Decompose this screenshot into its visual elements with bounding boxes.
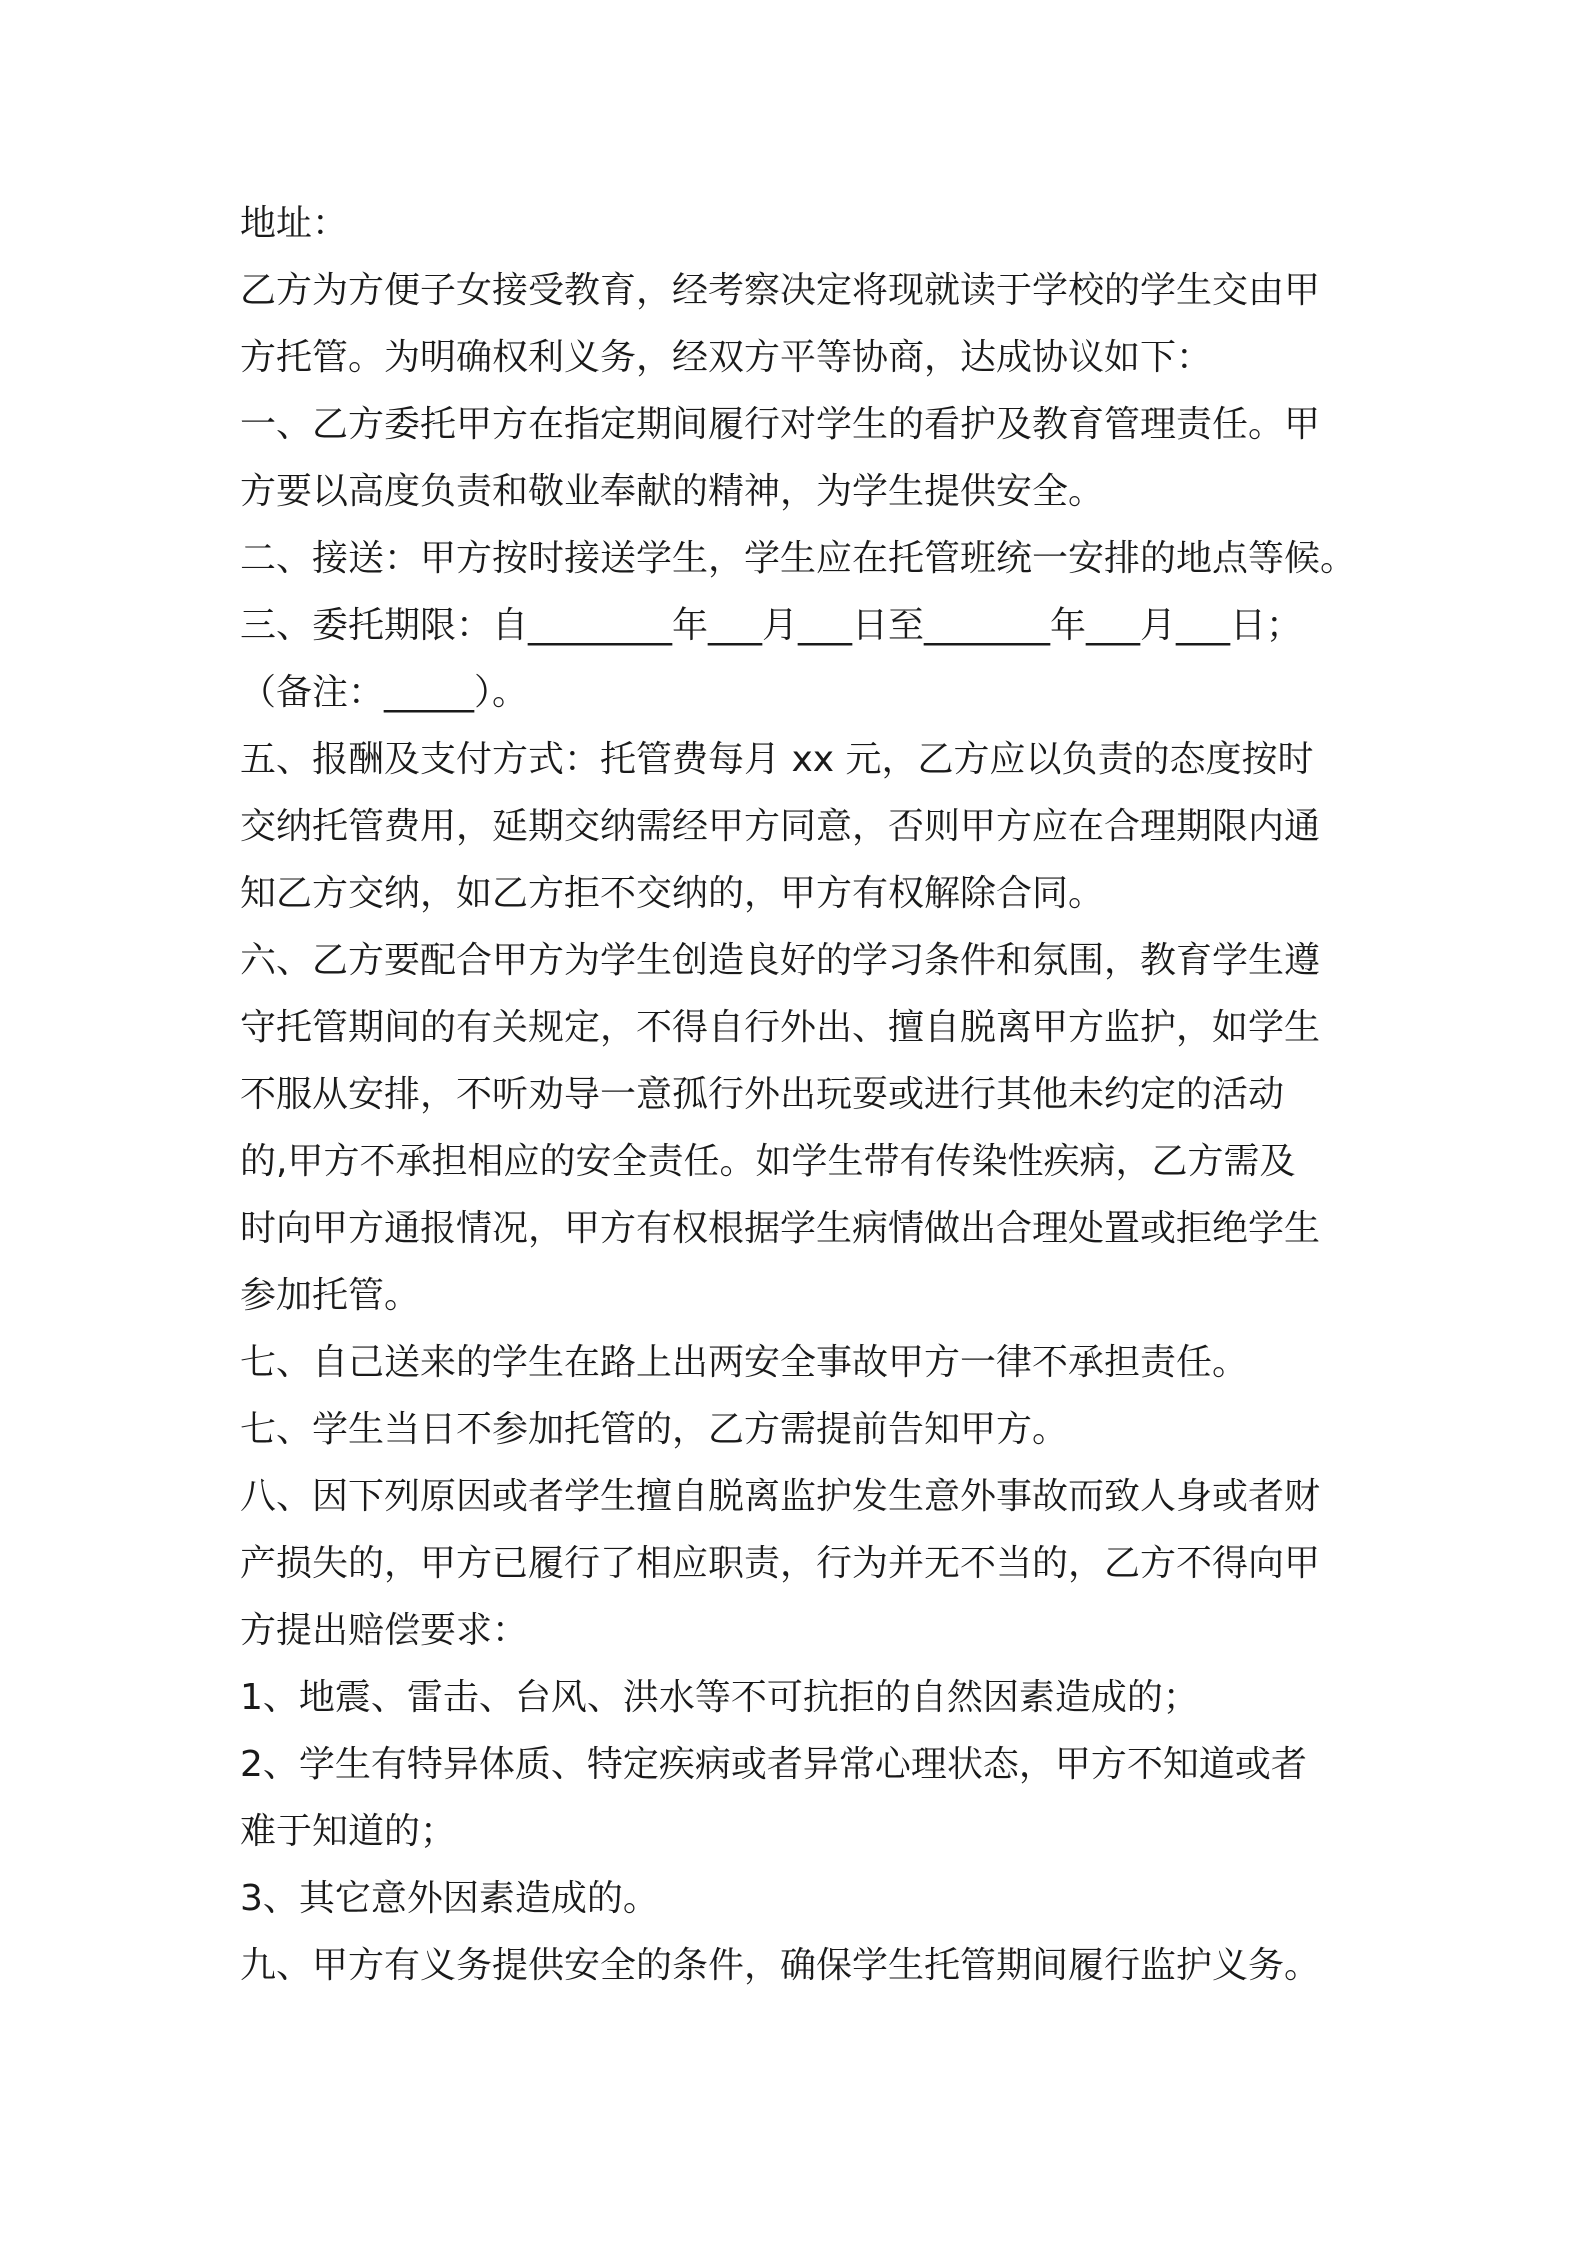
text-line: 六、乙方要配合甲方为学生创造良好的学习条件和氛围，教育学生遵 xyxy=(240,940,1321,981)
text-line: 知乙方交纳，如乙方拒不交纳的，甲方有权解除合同。 xyxy=(240,873,1105,914)
text-line: 八、因下列原因或者学生擅自脱离监护发生意外事故而致人身或者财 xyxy=(240,1476,1321,1517)
text-line: 九、甲方有义务提供安全的条件，确保学生托管期间履行监护义务。 xyxy=(240,1945,1321,1986)
text-line: 七、自己送来的学生在路上出两安全事故甲方一律不承担责任。 xyxy=(240,1342,1249,1383)
text-line: 1、地震、雷击、台风、洪水等不可抗拒的自然因素造成的； xyxy=(240,1677,1199,1718)
document-body xyxy=(240,190,1360,1999)
text-line: 守托管期间的有关规定，不得自行外出、擅自脱离甲方监护，如学生 xyxy=(240,1007,1321,1048)
text-line: 的,甲方不承担相应的安全责任。如学生带有传染性疾病，乙方需及 xyxy=(240,1141,1296,1182)
text-line: 乙方为方便子女接受教育，经考察决定将现就读于学校的学生交由甲 xyxy=(240,270,1321,311)
text-line: 3、其它意外因素造成的。 xyxy=(240,1878,659,1919)
text-line: 产损失的，甲方已履行了相应职责，行为并无不当的，乙方不得向甲 xyxy=(240,1543,1321,1584)
text-line: 一、乙方委托甲方在指定期间履行对学生的看护及教育管理责任。甲 xyxy=(240,404,1321,445)
text-line: 方要以高度负责和敬业奉献的精神，为学生提供安全。 xyxy=(240,471,1105,512)
text-line: 三、委托期限：自________年___月___日至_______年___月___日； xyxy=(240,605,1303,646)
text-line: 二、接送：甲方按时接送学生，学生应在托管班统一安排的地点等候。 xyxy=(240,538,1357,579)
text-line: 方托管。为明确权利义务，经双方平等协商，达成协议如下： xyxy=(240,337,1213,378)
text-line: 五、报酬及支付方式：托管费每月 xx 元，乙方应以负责的态度按时 xyxy=(240,739,1314,780)
text-line: 方提出赔偿要求： xyxy=(240,1610,529,1651)
text-line: 交纳托管费用，延期交纳需经甲方同意，否则甲方应在合理期限内通 xyxy=(240,806,1321,847)
text-line: （备注：_____）。 xyxy=(240,672,529,713)
text-line: 2、学生有特异体质、特定疾病或者异常心理状态，甲方不知道或者 xyxy=(240,1744,1307,1785)
text-line: 难于知道的； xyxy=(240,1811,457,1852)
text-line: 不服从安排，不听劝导一意孤行外出玩耍或进行其他未约定的活动 xyxy=(240,1074,1285,1115)
text-line: 七、学生当日不参加托管的，乙方需提前告知甲方。 xyxy=(240,1409,1069,1450)
text-line: 时向甲方通报情况，甲方有权根据学生病情做出合理处置或拒绝学生 xyxy=(240,1208,1321,1249)
text-line: 参加托管。 xyxy=(240,1275,421,1316)
text-line-address: 地址： xyxy=(240,203,349,244)
